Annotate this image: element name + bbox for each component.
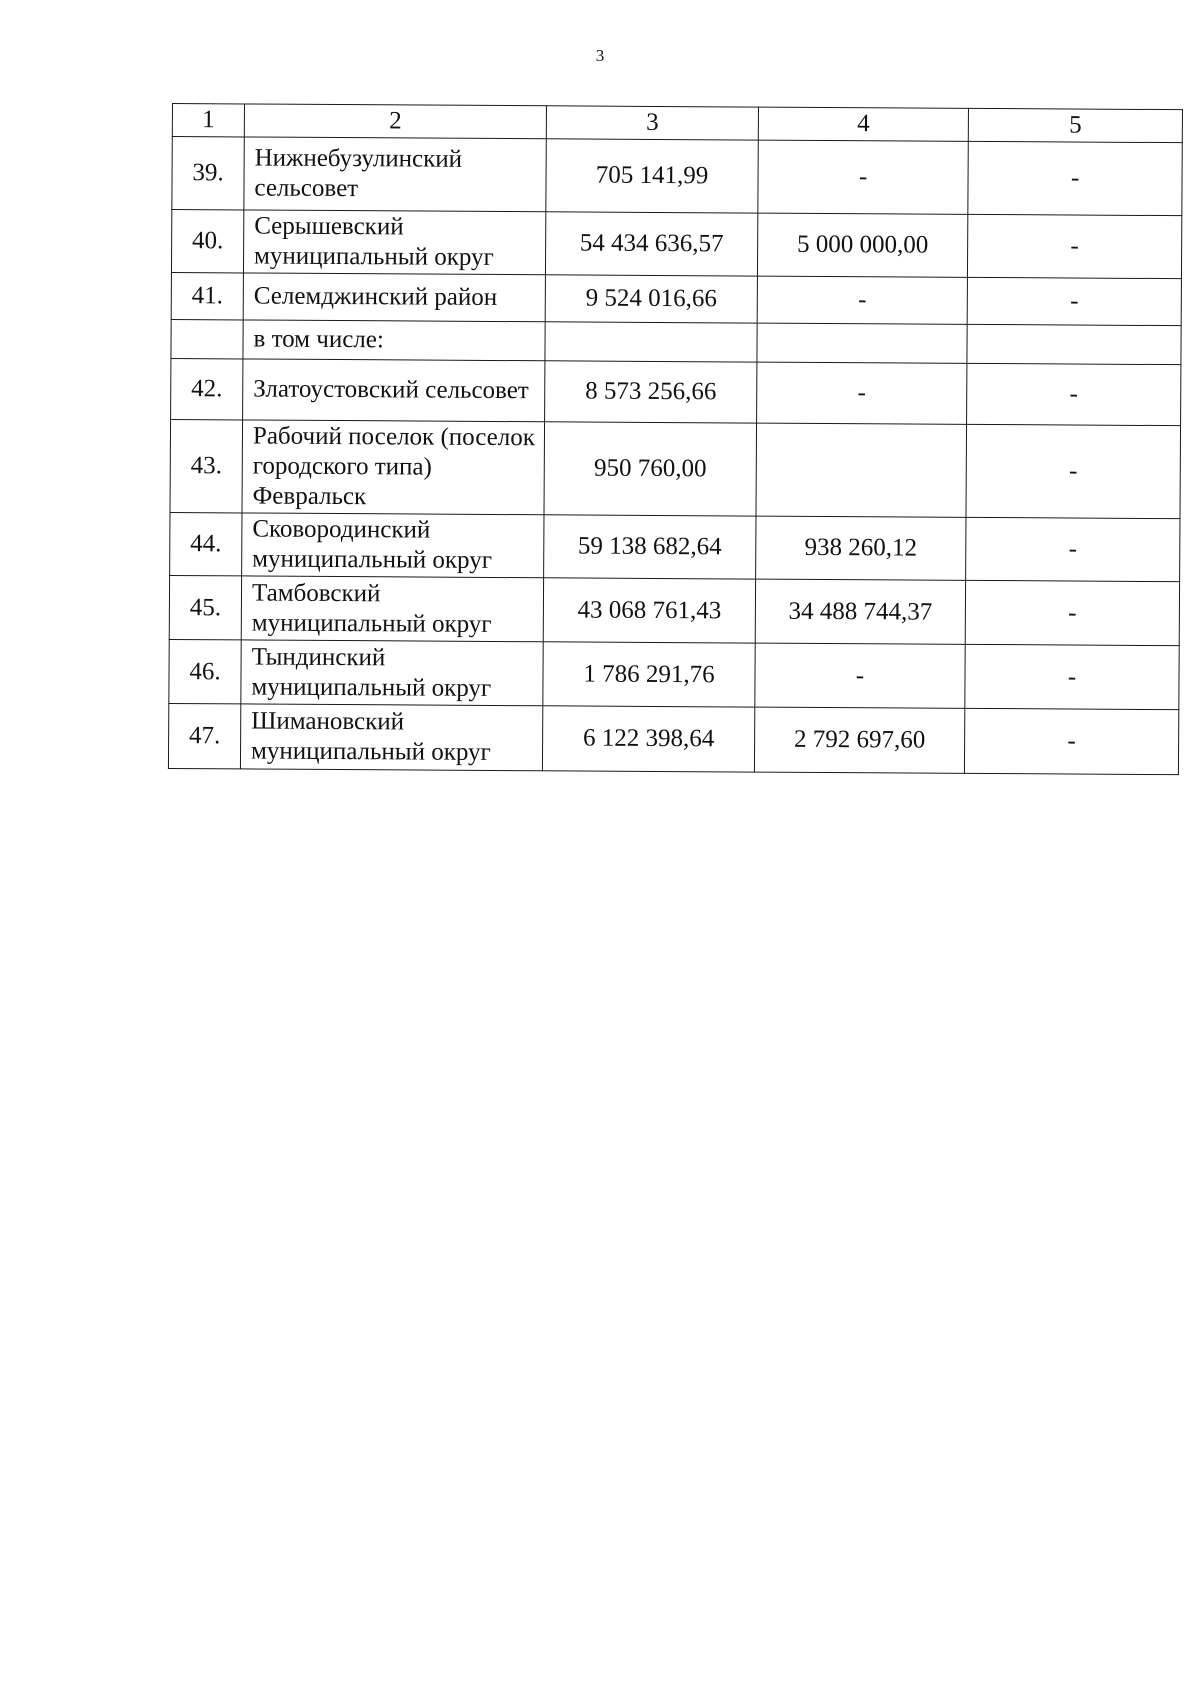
row-col4 <box>756 423 967 517</box>
row-number: 45. <box>169 575 241 639</box>
row-col5: - <box>967 277 1181 325</box>
row-number: 43. <box>170 419 243 512</box>
row-col3: 59 138 682,64 <box>544 515 756 579</box>
row-col4: 34 488 744,37 <box>755 579 965 644</box>
table-row <box>170 512 1180 581</box>
row-col5: - <box>967 214 1181 278</box>
row-col4: 2 792 697,60 <box>754 707 964 773</box>
row-name: Шимановский муниципальный округ <box>240 704 542 771</box>
row-name: Селемджинский район <box>243 273 545 322</box>
row-name: в том числе: <box>243 320 545 361</box>
row-col4 <box>757 323 967 363</box>
row-name: Сковородинский муниципальный округ <box>242 513 544 578</box>
row-number: 40. <box>171 210 243 273</box>
row-col5: - <box>965 644 1179 709</box>
row-number: 39. <box>172 137 244 210</box>
row-col4: - <box>757 362 967 424</box>
row-col3: 705 141,99 <box>546 139 758 213</box>
row-col3 <box>545 322 757 362</box>
row-col5: - <box>966 517 1180 581</box>
row-name: Златоустовский сельсовет <box>243 359 545 422</box>
table-row <box>171 210 1181 279</box>
row-name: Тындинский муниципальный округ <box>241 640 543 706</box>
page-number: 3 <box>595 46 605 65</box>
row-col3: 8 573 256,66 <box>545 361 757 423</box>
table-row <box>169 575 1179 645</box>
row-col5: - <box>965 580 1179 645</box>
table-row <box>171 358 1181 425</box>
row-name: Рабочий поселок (поселок городского типа) Февральск <box>242 420 545 515</box>
row-col5: - <box>964 708 1178 774</box>
column-header: 2 <box>244 104 546 139</box>
row-col4: - <box>757 276 967 324</box>
row-number: 47. <box>168 703 240 768</box>
row-col3: 54 434 636,57 <box>545 212 757 276</box>
row-number <box>171 319 243 358</box>
row-number: 41. <box>171 272 243 319</box>
table-row <box>171 272 1181 325</box>
row-number: 42. <box>171 358 243 419</box>
data-table <box>168 103 1183 775</box>
table-row <box>172 137 1182 216</box>
row-number: 46. <box>169 639 241 703</box>
row-name: Тамбовский муниципальный округ <box>241 576 543 642</box>
row-col5: - <box>968 141 1182 215</box>
table-row <box>168 703 1178 774</box>
column-header: 3 <box>546 106 758 140</box>
row-number: 44. <box>170 512 242 575</box>
row-col4: - <box>758 140 968 214</box>
row-col5: - <box>967 363 1181 425</box>
row-col5 <box>967 324 1181 364</box>
row-col4: 938 260,12 <box>756 516 966 580</box>
row-col3: 9 524 016,66 <box>545 275 757 323</box>
column-header: 5 <box>968 108 1182 142</box>
row-col4: 5 000 000,00 <box>757 213 967 277</box>
row-col5: - <box>966 424 1181 518</box>
row-col4: - <box>755 643 965 708</box>
row-col3: 1 786 291,76 <box>543 642 755 707</box>
table-row <box>169 639 1179 709</box>
row-name: Нижнебузулинский сельсовет <box>244 137 546 212</box>
column-header: 1 <box>172 104 244 137</box>
column-header: 4 <box>758 107 968 141</box>
row-col3: 6 122 398,64 <box>542 706 754 772</box>
table-row <box>170 419 1181 518</box>
row-name: Серышевский муниципальный округ <box>243 210 545 275</box>
table-row <box>171 319 1181 364</box>
row-col3: 950 760,00 <box>544 422 757 516</box>
row-col3: 43 068 761,43 <box>543 578 755 643</box>
